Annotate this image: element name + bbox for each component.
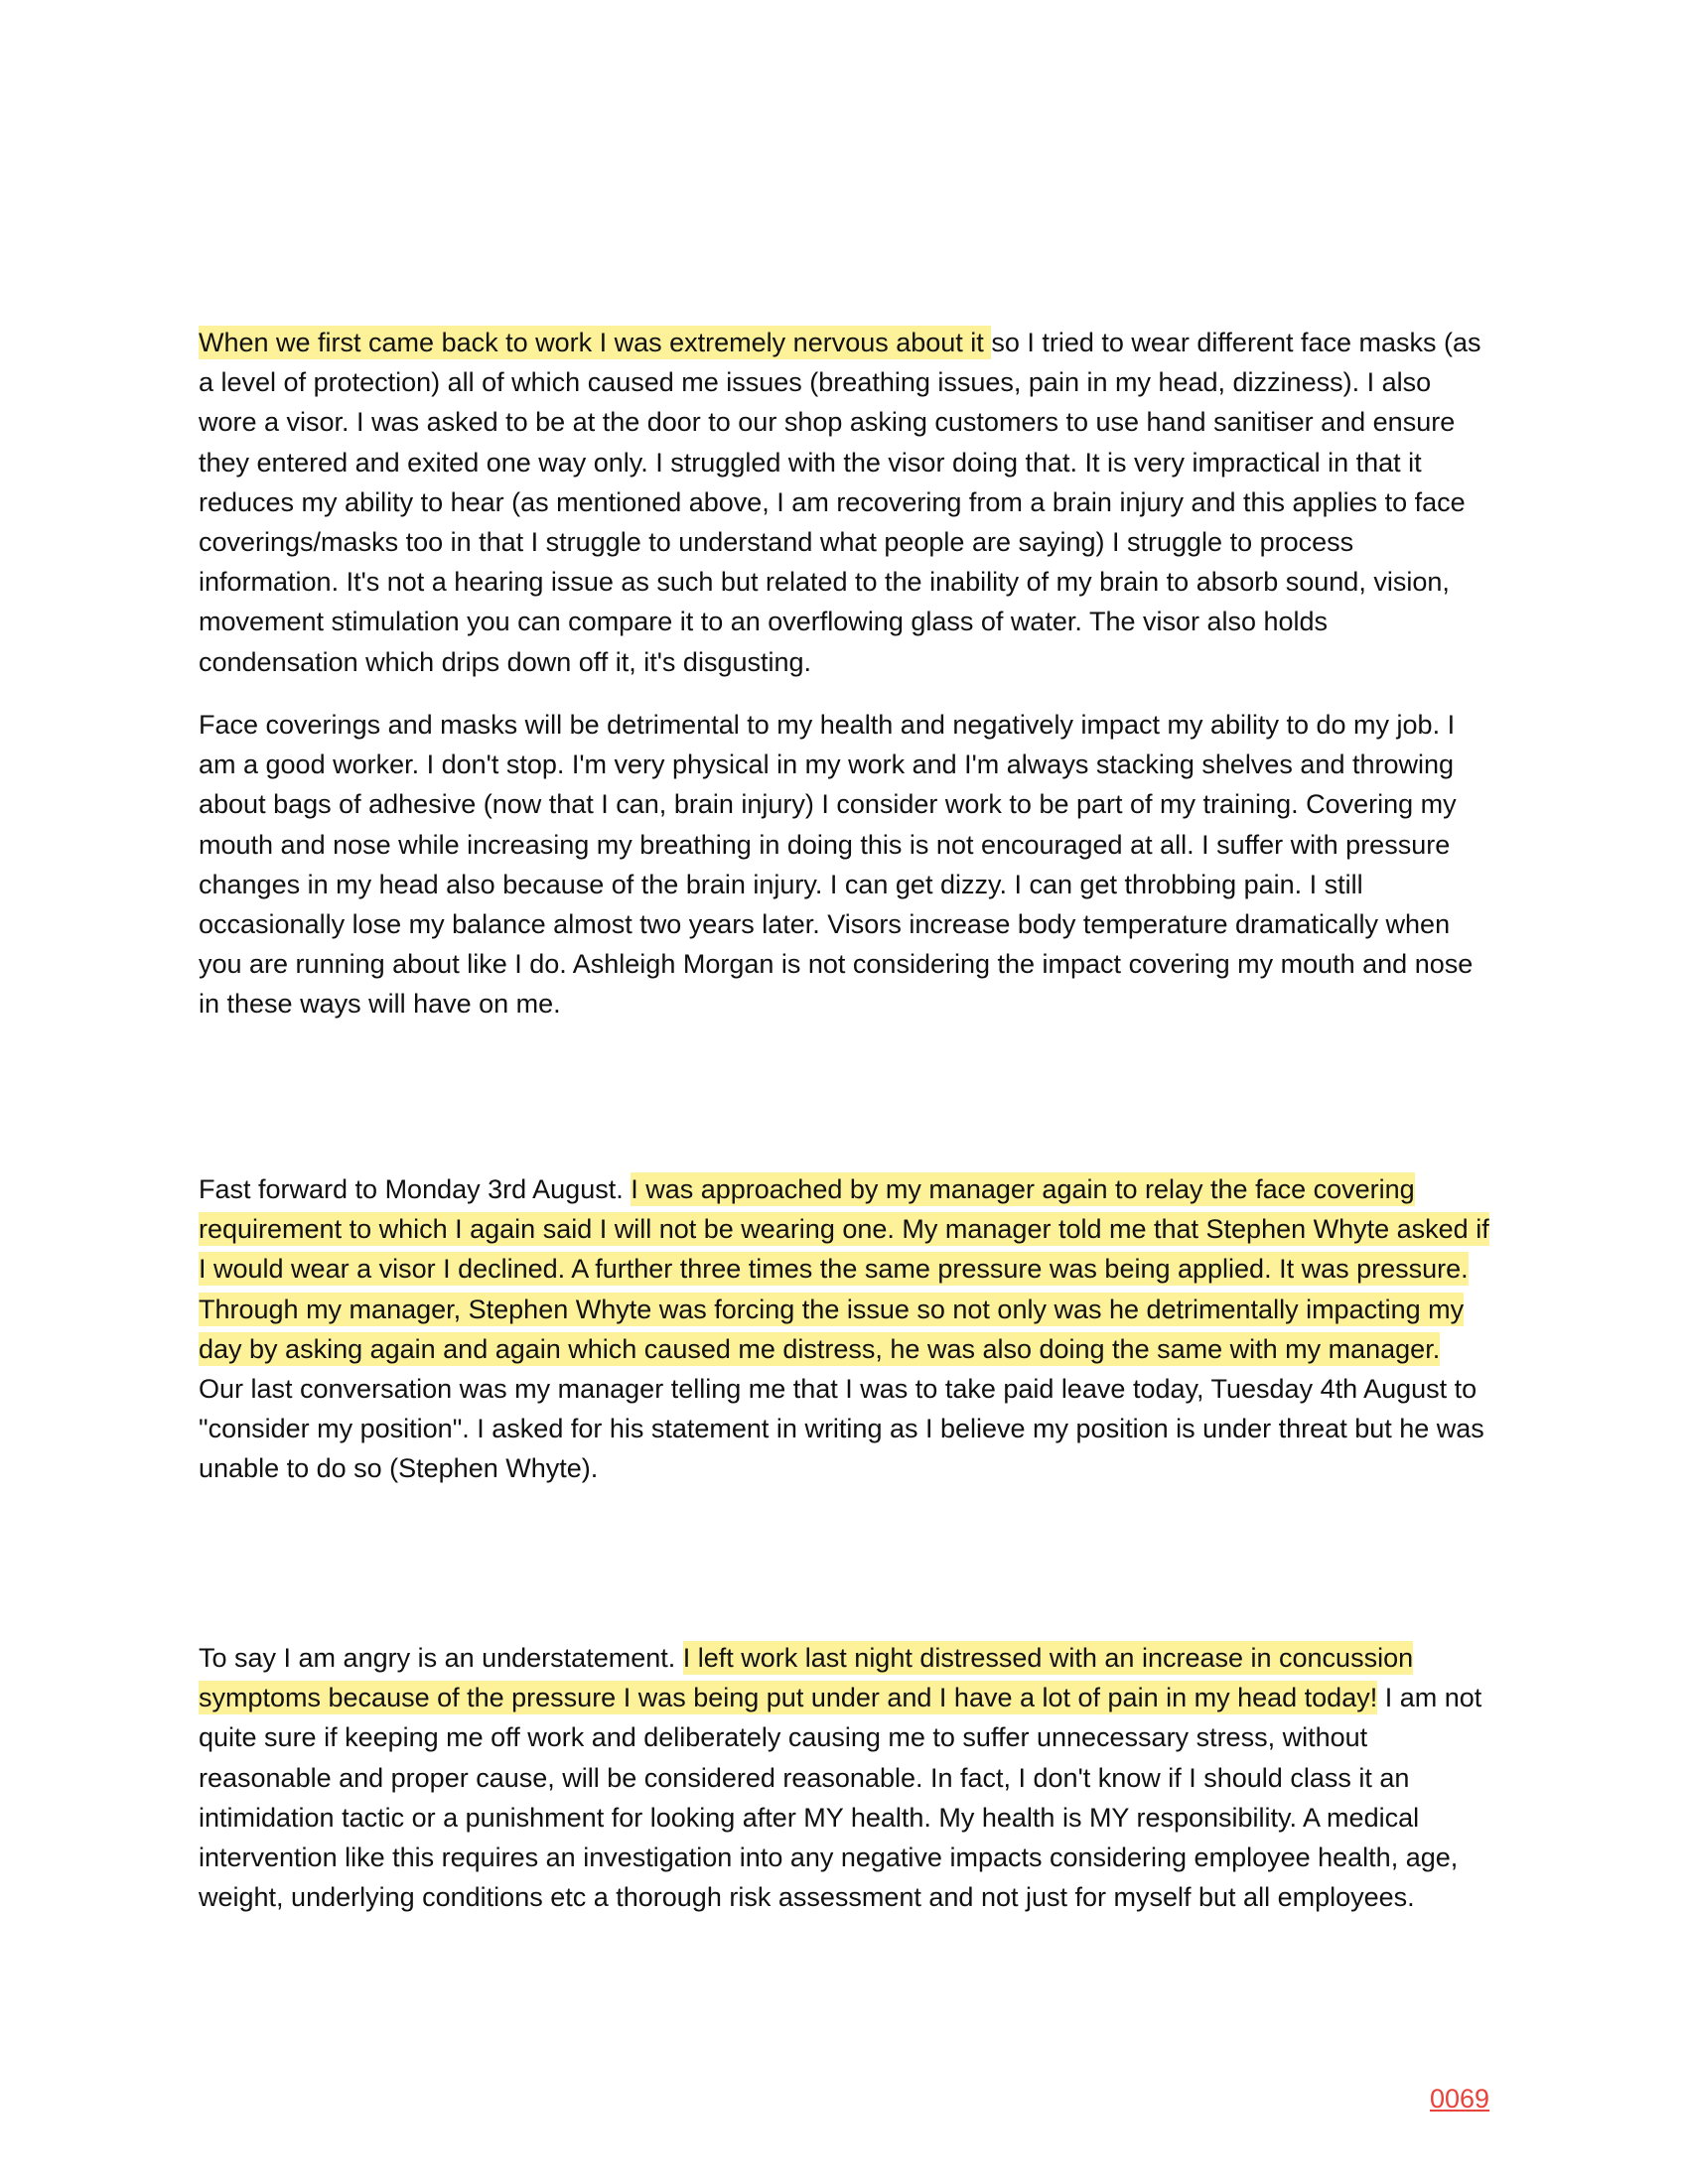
highlighted-text: I left work last night distressed with an increase in concussion symptoms because of the pressure I was being put under and I have a lot of pain in my head today! bbox=[199, 1643, 1414, 1713]
paragraph-monday-3rd-august bbox=[199, 1169, 1489, 1489]
page-number: 0069 bbox=[1430, 2084, 1490, 2114]
paragraph-text-before: Fast forward to Monday 3rd August. bbox=[199, 1174, 632, 1204]
paragraph-face-coverings-health bbox=[199, 705, 1489, 1024]
paragraph-text: Face coverings and masks will be detrimental to my health and negatively impact my ability to do my job. I am a good worker. I don't stop. I'm very physical in my work and I'm always stacking shelves and throwing about bags of adhesive (now that I can, brain injury) I consider work to be part of my training. Covering my mouth and nose while increasing my breathing in doing this is not encouraged at all. I suffer with pressure changes in my head also because of the brain injury. I can get dizzy. I can get throbbing pain. I still occasionally lose my balance almost two years later. Visors increase body temperature dramatically when you are running about like I do. Ashleigh Morgan is not considering the impact covering my mouth and nose in these ways will have on me. bbox=[199, 710, 1474, 1020]
highlighted-text: I was approached by my manager again to relay the face covering requirement to which I again said I will not be wearing one. My manager told me that Stephen Whyte asked if I would wear a visor I declined. A further three times the same pressure was being applied. It was pressure. Through my manager, Stephen Whyte was forcing the issue so not only was he detrimentally impacting my day by asking again and again which caused me distress, he was also doing the same with my manager. bbox=[199, 1174, 1489, 1364]
paragraph-text-before: To say I am angry is an understatement. bbox=[199, 1643, 683, 1673]
paragraph-text-after: Our last conversation was my manager telling me that I was to take paid leave today, Tuesday 4th August to "consider my position". I asked for his statement in writing as I believe my position is under threat but he was unable to do so (Stephen Whyte). bbox=[199, 1374, 1484, 1484]
paragraph-text-after: I am not quite sure if keeping me off work and deliberately causing me to suffer unnecessary stress, without reasonable and proper cause, will be considered reasonable. In fact, I don't know if I should class it an intimidation tactic or a punishment for looking after MY health. My health is MY responsibility. A medical intervention like this requires an investigation into any negative impacts considering employee health, age, weight, underlying conditions etc a thorough risk assessment and not just for myself but all employees. bbox=[199, 1683, 1482, 1913]
paragraph-text: so I tried to wear different face masks (as a level of protection) all of which caused me issues (breathing issues, pain in my head, dizziness). I also wore a visor. I was asked to be at the door to our shop asking customers to use hand sanitiser and ensure they entered and exited one way only. I struggled with the visor doing that. It is very impractical in that it reduces my ability to hear (as mentioned above, I am recovering from a brain injury and this applies to face coverings/masks too in that I struggle to understand what people are saying) I struggle to process information. It's not a hearing issue as such but related to the inability of my brain to absorb sound, vision, movement stimulation you can compare it to an overflowing glass of water. The visor also holds condensation which drips down off it, it's disgusting. bbox=[199, 328, 1481, 677]
paragraph-angry-understatement bbox=[199, 1638, 1489, 1917]
highlighted-text: When we first came back to work I was extremely nervous about it bbox=[199, 328, 992, 357]
paragraph-first-return-to-work bbox=[199, 323, 1489, 682]
